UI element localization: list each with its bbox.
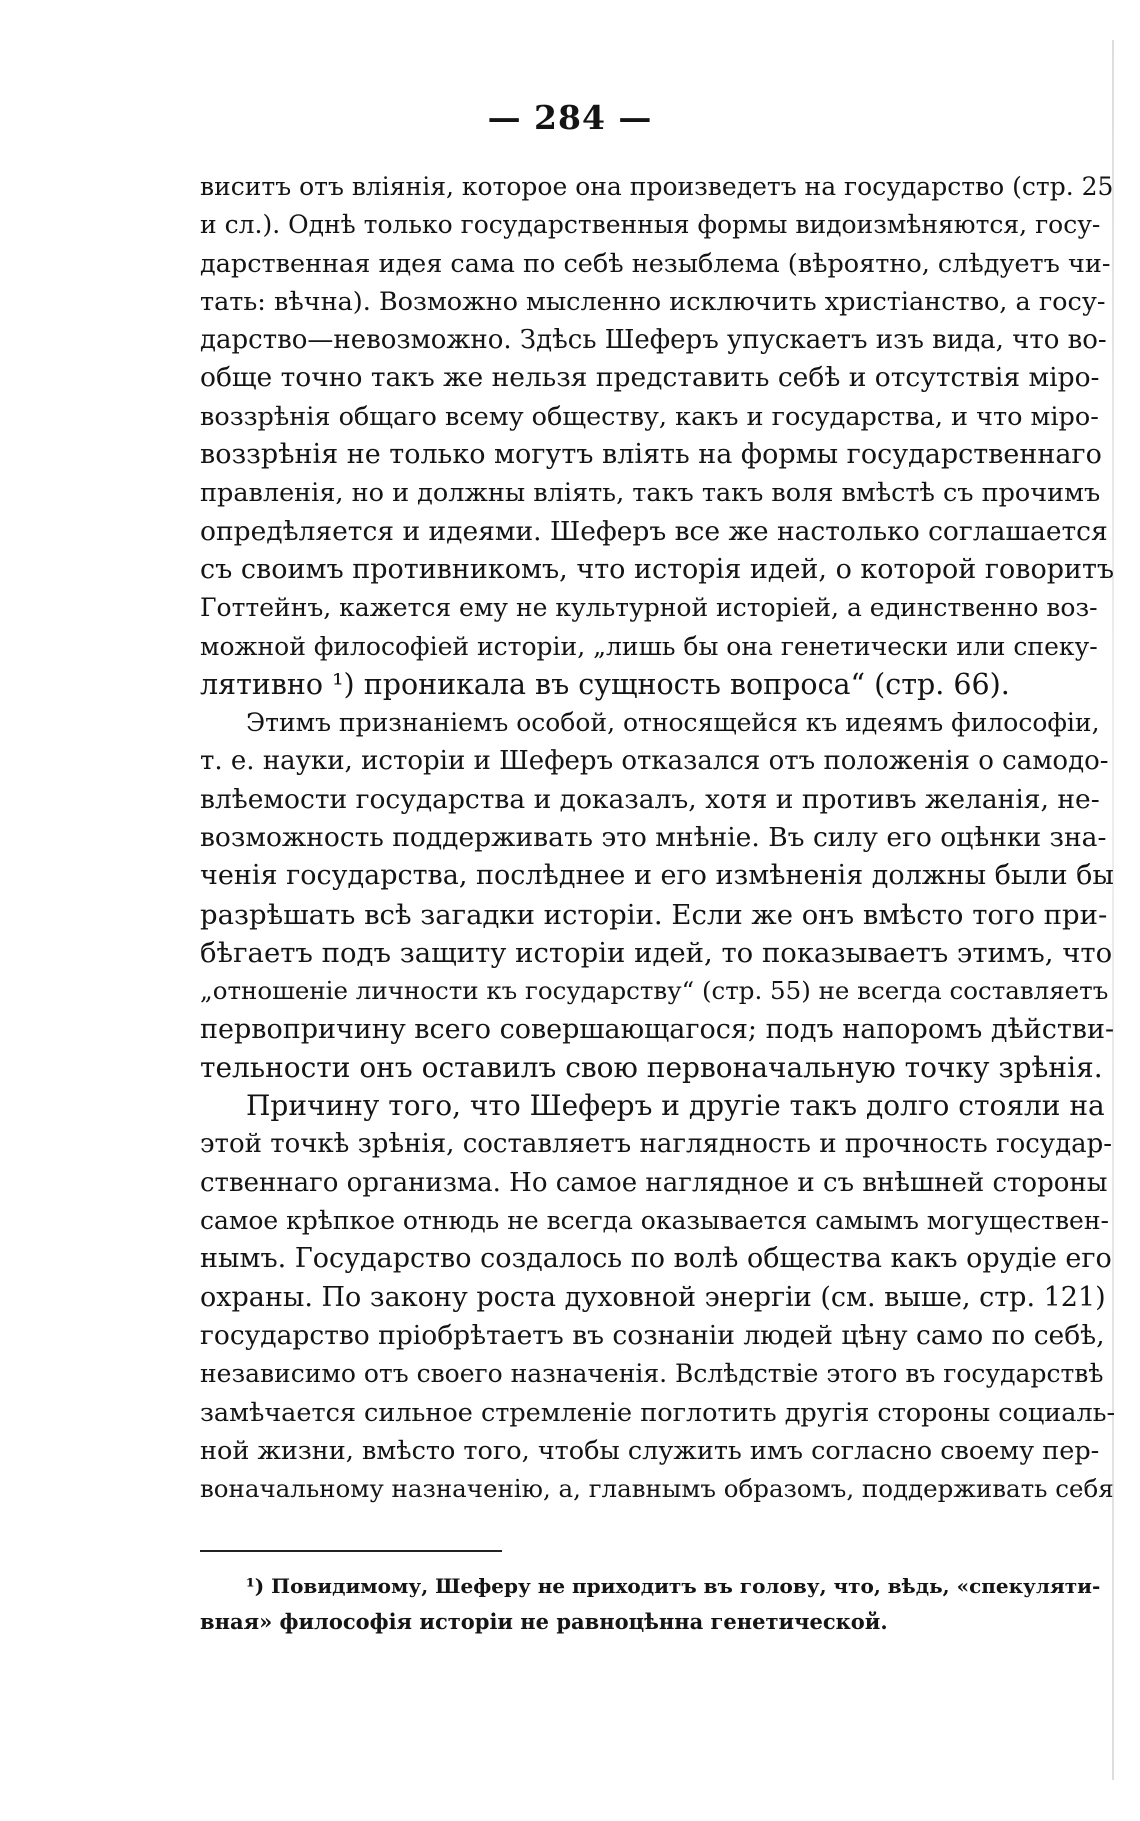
text-line: первопричину всего совершающагося; подъ напоромъ дѣйстви- xyxy=(200,1013,1115,1045)
paragraph-3 xyxy=(200,1087,1115,1508)
text-line: Готтейнъ, кажется ему не культурной исторiей, а единственно воз- xyxy=(200,593,1098,623)
text-line: разрѣшать всѣ загадки исторiи. Если же онъ вмѣсто того при- xyxy=(200,898,1108,931)
text-line: тельности онъ оставилъ свою первоначальную точку зрѣнiя. xyxy=(200,1050,1103,1084)
paragraph-1 xyxy=(200,168,1115,704)
text-line: Этимъ признанiемъ особой, относящейся къ идеямъ философiи, xyxy=(246,708,1100,738)
text-line: и сл.). Однѣ только государственныя формы видоизмѣняются, госу- xyxy=(200,210,1101,240)
footnote xyxy=(200,1568,1115,1640)
text-line: независимо отъ своего назначенiя. Вслѣдствiе этого въ государствѣ xyxy=(200,1359,1104,1389)
text-line: дарство—невозможно. Здѣсь Шеферъ упускаетъ изъ вида, что во- xyxy=(200,325,1107,356)
text-line: охраны. По закону роста духовной энергiи (см. выше, стр. 121) xyxy=(200,1281,1106,1313)
text-line: т. е. науки, исторiи и Шеферъ отказался отъ положенiя о самодо- xyxy=(200,746,1109,777)
text-line: государство прiобрѣтаетъ въ сознанiи людей цѣну само по себѣ, xyxy=(200,1319,1105,1351)
text-line: „отношенiе личности къ государству“ (стр. 55) не всегда составляетъ xyxy=(200,976,1109,1006)
page-number: — 284 — xyxy=(487,98,653,137)
text-line: бѣгаетъ подъ защиту исторiи идей, то показываетъ этимъ, что xyxy=(200,936,1113,969)
text-line: съ своимъ противникомъ, что исторiя идей, о которой говоритъ xyxy=(200,553,1115,585)
text-line: тать: вѣчна). Возможно мысленно исключить христiанство, а госу- xyxy=(200,286,1106,317)
text-line: правленiя, но и должны влiять, такъ такъ воля вмѣстѣ съ прочимъ xyxy=(200,478,1101,509)
text-line: обще точно такъ же нельзя представить себѣ и отсутствiя мiро- xyxy=(200,362,1100,394)
text-line: замѣчается сильное стремленiе поглотить другiя стороны социаль- xyxy=(200,1397,1115,1428)
text-line: Причину того, что Шеферъ и другiе такъ долго стояли на xyxy=(246,1089,1105,1123)
text-line: ной жизни, вмѣсто того, чтобы служить имъ согласно своему пер- xyxy=(200,1435,1100,1466)
text-line: ственнаго организма. Но самое наглядное и съ внѣшней стороны xyxy=(200,1167,1108,1198)
text-line: лятивно ¹) проникала въ сущность вопроса“ (стр. 66). xyxy=(200,667,1010,701)
footnote-line: вная» философiя исторiи не равноцѣнна генетической. xyxy=(200,1609,888,1634)
text-line: возможность поддерживать это мнѣнiе. Въ силу его оцѣнки зна- xyxy=(200,822,1107,854)
text-line: ченiя государства, послѣднее и его измѣненiя должны были бы xyxy=(200,860,1114,892)
footnote-line: ¹) Повидимому, Шеферу не приходитъ въ голову, что, вѣдь, «спекуляти- xyxy=(246,1574,1101,1598)
main-text xyxy=(200,168,1115,1508)
text-line: можной философiей исторiи, „лишь бы она генетически или спеку- xyxy=(200,631,1098,661)
paragraph-2 xyxy=(200,704,1115,1087)
text-line: самое крѣпкое отнюдь не всегда оказывается самымъ могуществен- xyxy=(200,1206,1109,1236)
text-line: влѣемости государства и доказалъ, хотя и противъ желанiя, не- xyxy=(200,783,1100,815)
text-line: дарственная идея сама по себѣ незыблема (вѣроятно, слѣдуетъ чи- xyxy=(200,248,1111,279)
text-line: воначальному назначенiю, а, главнымъ образомъ, поддерживать себя xyxy=(200,1474,1114,1504)
text-line: этой точкѣ зрѣнiя, составляетъ наглядность и прочность государ- xyxy=(200,1129,1113,1160)
text-line: опредѣляется и идеями. Шеферъ все же настолько соглашается xyxy=(200,515,1108,547)
text-line: воззрѣнiя не только могутъ влiять на формы государственнаго xyxy=(200,439,1102,471)
text-line: воззрѣнiя общаго всему обществу, какъ и государства, и что мiро- xyxy=(200,401,1099,432)
text-line: виситъ отъ влiянiя, которое она произведетъ на государство (стр. 25 xyxy=(200,172,1114,201)
text-line: нымъ. Государство создалось по волѣ общества какъ орудiе его xyxy=(200,1243,1112,1275)
footnote-divider xyxy=(200,1550,502,1552)
